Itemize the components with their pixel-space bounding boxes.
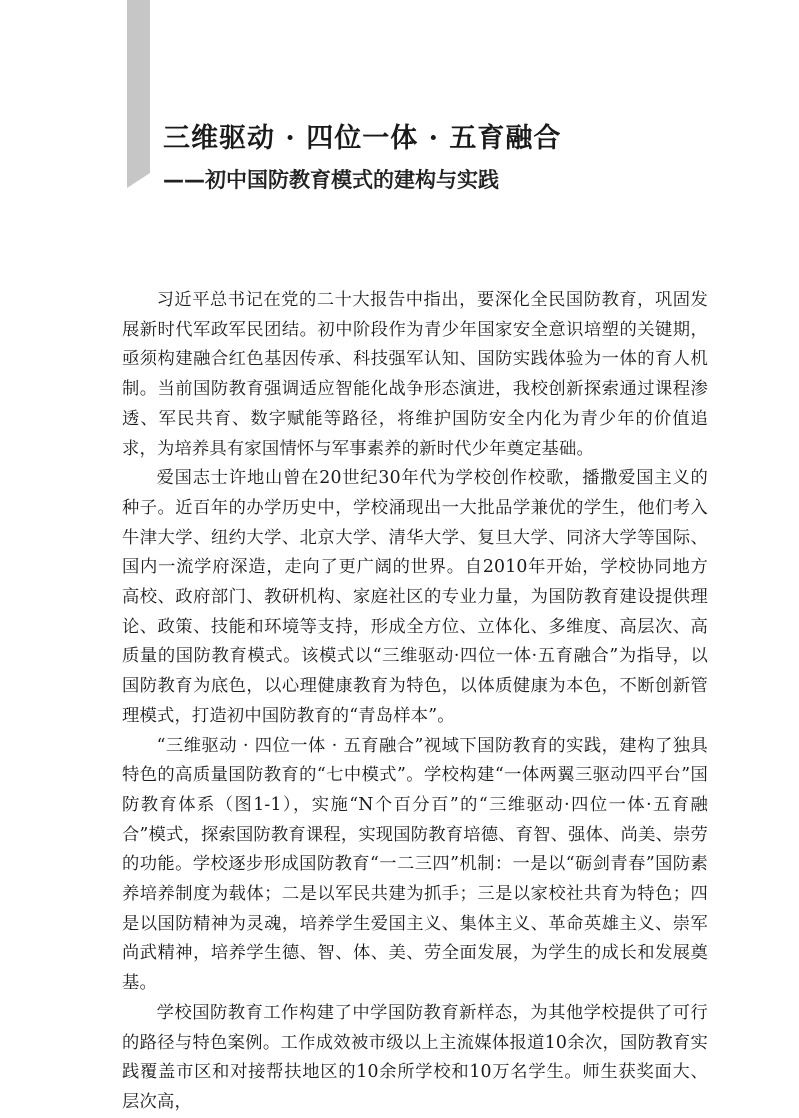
page-subtitle: ——初中国防教育模式的建构与实践: [163, 168, 499, 192]
title-block: [163, 120, 763, 196]
paragraph: 学校国防教育工作构建了中学国防教育新样态，为其他学校提供了可行的路径与特色案例。工作成效被市级以上主流媒体报道10余次，国防教育实践覆盖市区和对接帮扶地区的10余所学校和10万名学生。师生获奖面大、层次高，: [122, 1002, 708, 1112]
paragraph: 习近平总书记在党的二十大报告中指出，要深化全民国防教育，巩固发展新时代军政军民团结。初中阶段作为青少年国家安全意识培塑的关键期，亟须构建融合红色基因传承、科技强军认知、国防实践体验为一体的育人机制。当前国防教育强调适应智能化战争形态演进，我校创新探索通过课程渗透、军民共育、数字赋能等路径，将维护国防安全内化为青少年的价值追求，为培养具有家国情怀与军事素养的新时代少年奠定基础。: [122, 290, 708, 459]
paragraph: “三维驱动 · 四位一体 · 五育融合”视域下国防教育的实践，建构了独具特色的高质量国防教育的“七中模式”。学校构建“一体两翼三驱动四平台”国防教育体系（图1-1），实施“N个百分百”的“三维驱动·四位一体·五育融合”模式，探索国防教育课程，实现国防教育培德、育智、强体、尚美、崇劳的功能。学校逐步形成国防教育“一二三四”机制：一是以“砺剑青春”国防素养培养制度为载体；二是以军民共建为抓手；三是以家校社共育为特色；四是以国防精神为灵魂，培养学生爱国主义、集体主义、革命英雄主义、崇军尚武精神，培养学生德、智、体、美、劳全面发展，为学生的成长和发展奠基。: [122, 735, 708, 994]
paragraph: 爱国志士许地山曾在20世纪30年代为学校创作校歌，播撒爱国主义的种子。近百年的办学历史中，学校涌现出一大批品学兼优的学生，他们考入牛津大学、纽约大学、北京大学、清华大学、复旦大学、同济大学等国际、国内一流学府深造，走向了更广阔的世界。自2010年开始，学校协同地方高校、政府部门、教研机构、家庭社区的专业力量，为国防教育建设提供理论、政策、技能和环境等支持，形成全方位、立体化、多维度、高层次、高质量的国防教育模式。该模式以“三维驱动·四位一体·五育融合”为指导，以国防教育为底色，以心理健康教育为特色，以体质健康为本色，不断创新管理模式，打造初中国防教育的“青岛样本”。: [122, 468, 708, 726]
page-title: 三维驱动 · 四位一体 · 五育融合: [163, 123, 562, 154]
chapter-side-tab: [127, 0, 150, 188]
body-text: [122, 286, 708, 1118]
